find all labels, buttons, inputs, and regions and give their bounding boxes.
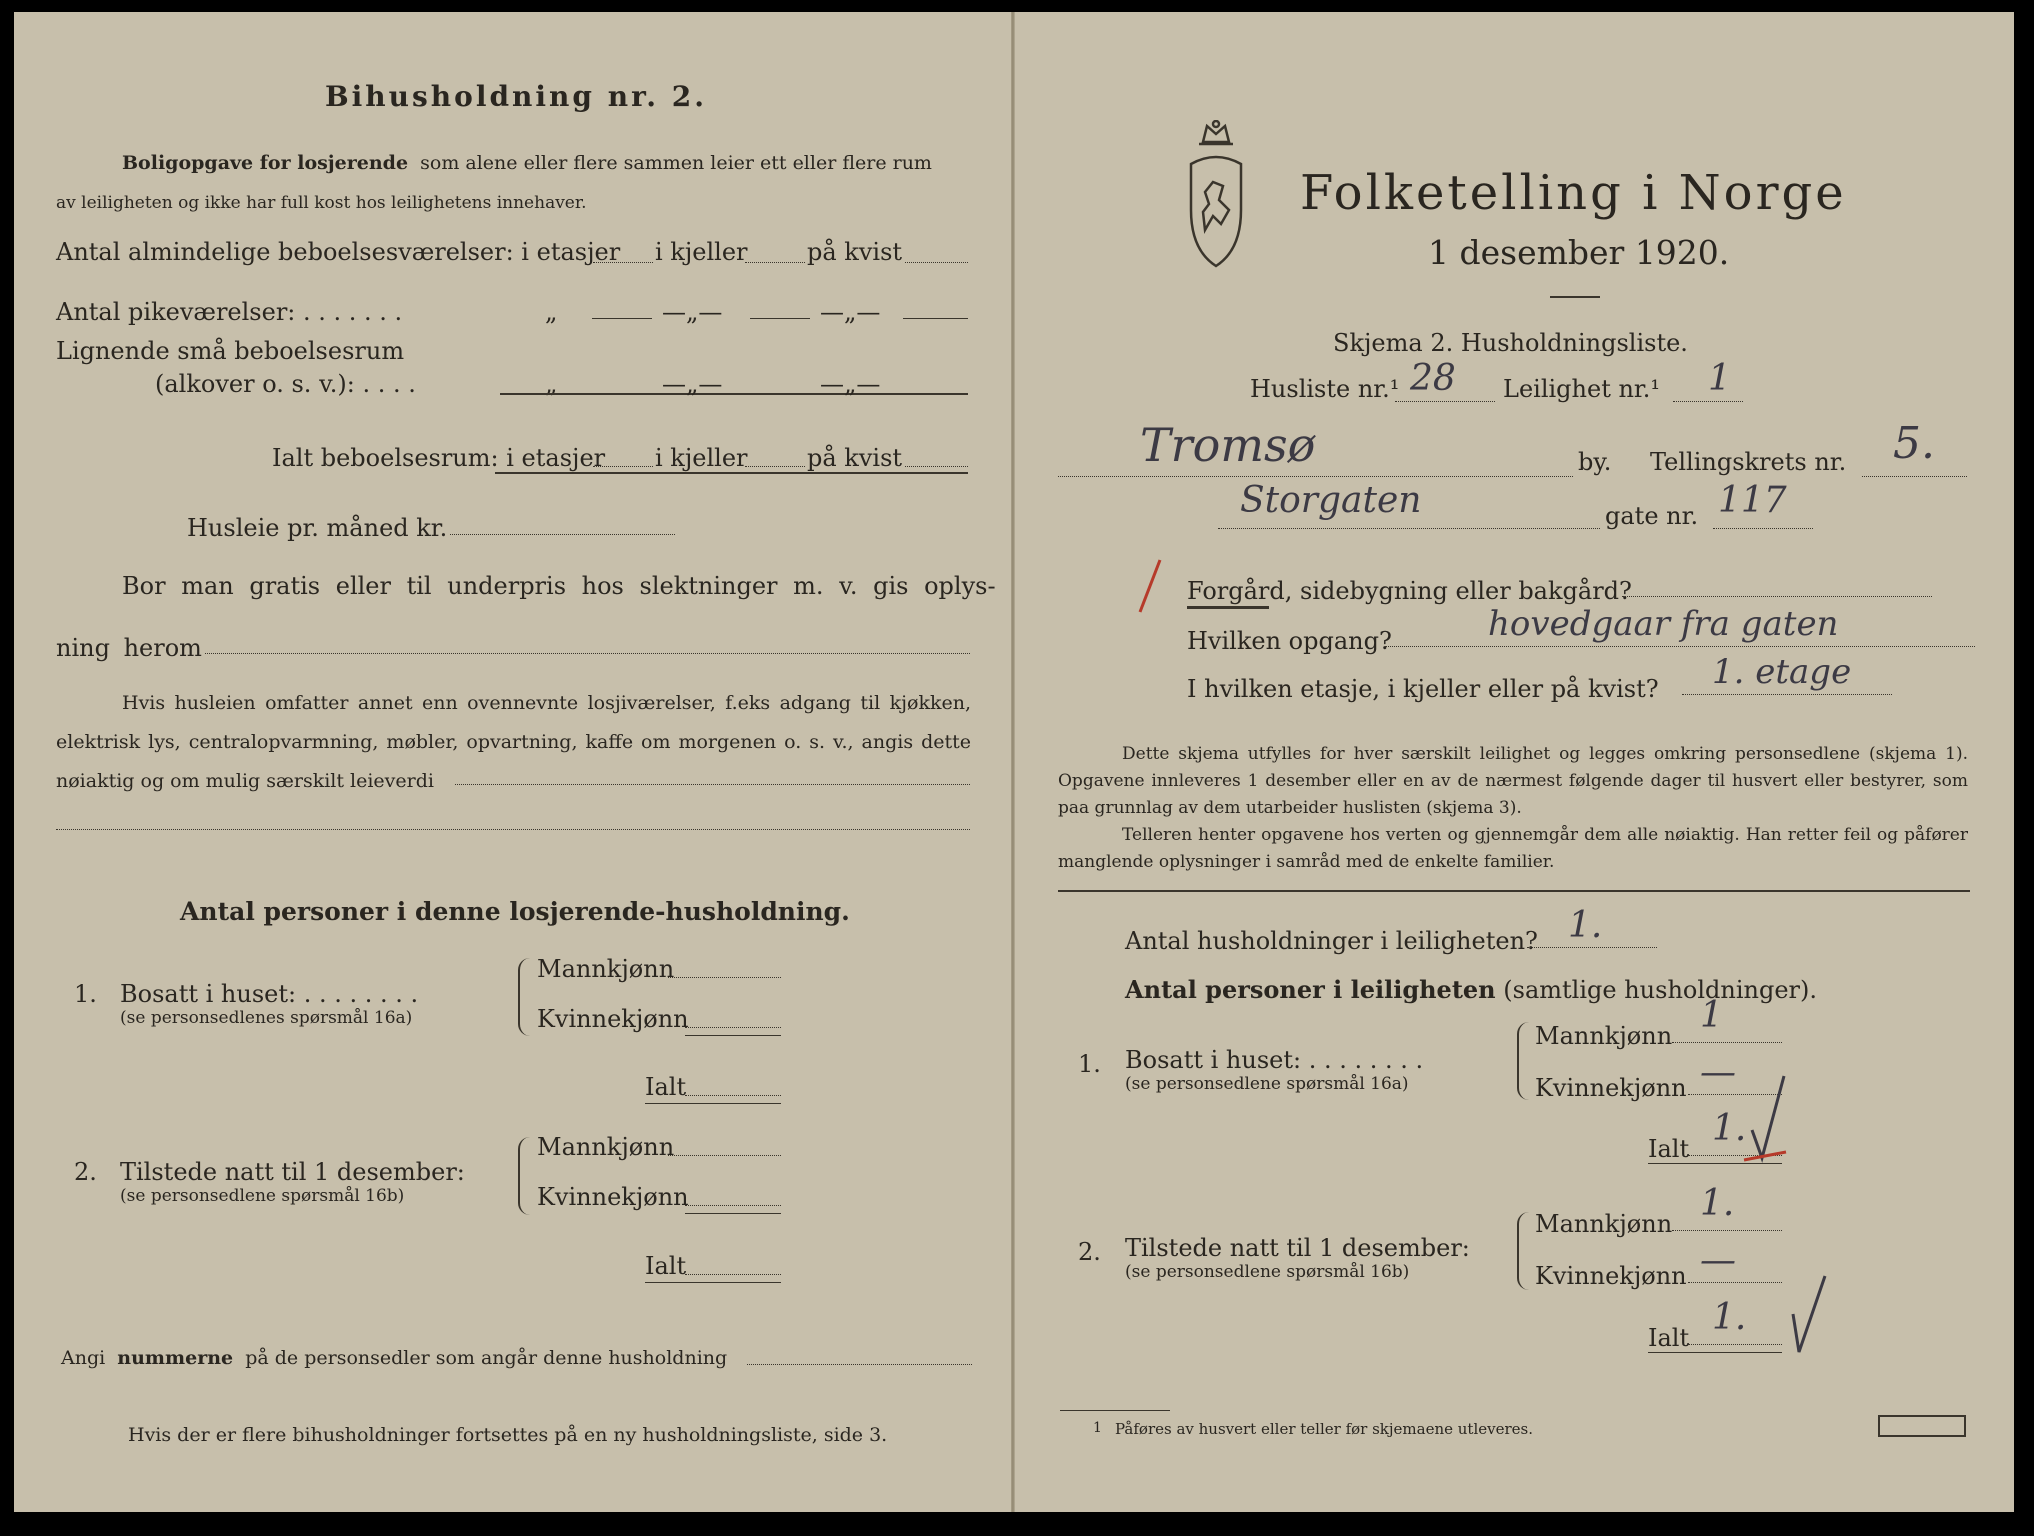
coat-of-arms-icon — [1175, 120, 1257, 270]
rooms-kjeller-label: i kjeller — [655, 238, 748, 266]
right-q1-brace — [1517, 1022, 1529, 1100]
right-q1-num: 1. — [1078, 1050, 1101, 1078]
city-value: Tromsø — [1140, 418, 1316, 472]
left-q2-mann-label: Mannkjønn — [537, 1133, 675, 1161]
angi-line — [61, 1347, 727, 1369]
antal-hush-value: 1. — [1568, 905, 1603, 946]
ialt-rooms-label: Ialt beboelsesrum: i etasjer — [272, 444, 606, 472]
title-divider — [1550, 296, 1600, 298]
leieverdi-field-2[interactable] — [56, 829, 970, 830]
opgang-value: hovedgaar fra gaten — [1488, 604, 1839, 644]
etasje-field[interactable] — [1682, 694, 1892, 695]
bor-field[interactable] — [205, 653, 970, 654]
lignende-underline — [500, 393, 968, 395]
husleie-label: Husleie pr. måned kr. — [187, 514, 448, 542]
intro-bold: Boligopgave for losjerende — [122, 152, 409, 174]
pike-kvist-field[interactable] — [903, 318, 968, 319]
right-q2-num: 2. — [1078, 1238, 1101, 1266]
right-q2-ialt-underline — [1648, 1352, 1782, 1353]
left-q1-ialt-field[interactable] — [685, 1095, 781, 1096]
angi-bold: nummerne — [117, 1347, 234, 1369]
forgaard-field[interactable] — [1622, 596, 1932, 597]
hvis-paragraph: Hvis husleien omfatter annet enn ovennevnte losjiværelser, f.eks adgang til kjøkken, elektrisk lys, centralopvarmning, møbler, opvartning, kaffe om morgenen o. s. v., angis dette nøiaktig og om mulig særskilt leieverdi — [56, 692, 971, 792]
ialt-etasjer-field[interactable] — [593, 466, 653, 467]
right-q2-mann-field[interactable] — [1672, 1230, 1782, 1231]
right-q2-brace — [1517, 1212, 1529, 1290]
tellingskrets-label: Tellingskrets nr. — [1650, 448, 1847, 476]
left-q1-brace — [518, 958, 530, 1036]
left-q2-mann-field[interactable] — [668, 1155, 781, 1156]
angi-text-2: på de personsedler som angår denne husholdning — [245, 1347, 728, 1369]
antal-pers-bold: Antal personer i leiligheten — [1125, 975, 1496, 1004]
husliste-field[interactable] — [1395, 401, 1495, 402]
ialt-kjeller-field[interactable] — [745, 466, 805, 467]
right-q1-ialt-value: 1. — [1712, 1108, 1747, 1149]
left-footer: Hvis der er flere bihusholdninger fortsettes på en ny husholdningsliste, side 3. — [128, 1424, 888, 1446]
left-q2-ialt-label: Ialt — [645, 1252, 687, 1280]
left-q2-kvinne-label: Kvinnekjønn — [537, 1183, 689, 1211]
right-q1-kvinne-label: Kvinnekjønn — [1535, 1074, 1687, 1102]
left-q1-kvinne-field[interactable] — [685, 1027, 781, 1028]
right-q2-mann-label: Mannkjønn — [1535, 1210, 1673, 1238]
gate-field[interactable] — [1713, 528, 1813, 529]
left-q1-label: Bosatt i huset: . . . . . . . . — [120, 980, 419, 1008]
gate-label: gate nr. — [1605, 502, 1699, 530]
right-q1-kvinne-value: — — [1700, 1052, 1736, 1093]
antal-heading-left: Antal personer i denne losjerende-husholdning. — [180, 897, 850, 926]
main-title: Folketelling i Norge — [1300, 165, 1847, 221]
left-q2-brace — [518, 1137, 530, 1215]
left-q2-ialt-field[interactable] — [685, 1274, 781, 1275]
tellingskrets-value: 5. — [1893, 418, 1935, 469]
left-q1-ialt-label: Ialt — [645, 1073, 687, 1101]
right-q1-ialt-label: Ialt — [1648, 1135, 1690, 1163]
footnote-num: 1 — [1093, 1420, 1102, 1436]
skjema-label: Skjema 2. Husholdningsliste. — [1333, 329, 1688, 357]
rooms-etasjer-field[interactable] — [593, 262, 653, 263]
left-q2-label: Tilstede natt til 1 desember: — [120, 1158, 465, 1186]
leilighet-value: 1 — [1708, 358, 1731, 399]
pike-kjeller-field[interactable] — [750, 318, 810, 319]
left-q2-kvinne-field[interactable] — [685, 1205, 781, 1206]
bor-line-1: Bor man gratis eller til underpris hos slektninger m. v. gis oplys- — [122, 572, 996, 600]
antal-hush-field[interactable] — [1527, 947, 1657, 948]
ialt-rooms-underline — [495, 472, 968, 474]
left-q1-num: 1. — [74, 980, 97, 1008]
street-value: Storgaten — [1240, 480, 1422, 521]
forgaard-label: Forgård, sidebygning eller bakgård? — [1187, 577, 1632, 605]
angi-field[interactable] — [747, 1364, 972, 1365]
right-q1-mann-label: Mannkjønn — [1535, 1022, 1673, 1050]
city-field[interactable] — [1058, 476, 1573, 477]
husleie-field[interactable] — [450, 534, 675, 535]
angi-text-1: Angi — [61, 1347, 106, 1369]
street-field[interactable] — [1218, 528, 1600, 529]
forgaard-mark — [1187, 606, 1269, 609]
leieverdi-field[interactable] — [455, 784, 970, 785]
intro-rest: som alene eller flere sammen leier ett eller flere rum — [420, 152, 932, 174]
etasje-value: 1. etage — [1712, 652, 1852, 692]
etasje-label: I hvilken etasje, i kjeller eller på kvist? — [1187, 675, 1659, 703]
right-q2-kvinne-field[interactable] — [1688, 1282, 1782, 1283]
ialt-kvist-field[interactable] — [905, 466, 968, 467]
bor-line-2: ning herom — [56, 634, 202, 662]
rooms-kjeller-field[interactable] — [745, 262, 805, 263]
red-check-mark — [1130, 556, 1170, 616]
gate-value: 117 — [1718, 480, 1787, 521]
husliste-value: 28 — [1410, 358, 1456, 399]
right-q1-label: Bosatt i huset: . . . . . . . . — [1125, 1046, 1424, 1074]
intro-line-1 — [122, 152, 932, 174]
left-q2-sub: (se personsedlene spørsmål 16b) — [120, 1186, 405, 1206]
lignende-ditto-2: —„— — [662, 370, 723, 398]
lignende-ditto-1: „ — [545, 370, 558, 398]
lignende-label-1: Lignende små beboelsesrum — [56, 337, 405, 365]
rooms-kvist-field[interactable] — [905, 262, 968, 263]
left-q1-kvinne-label: Kvinnekjønn — [537, 1005, 689, 1033]
antal-pers-rest: (samtlige husholdninger). — [1503, 976, 1818, 1004]
right-q2-ialt-value: 1. — [1712, 1297, 1747, 1338]
left-q2-kvinne-underline — [685, 1213, 781, 1214]
pike-etasjer-field[interactable] — [592, 318, 652, 319]
left-q1-sub: (se personsedlenes spørsmål 16a) — [120, 1008, 413, 1028]
antal-hush-label: Antal husholdninger i leiligheten? — [1125, 927, 1538, 955]
lignende-ditto-3: —„— — [820, 370, 881, 398]
leilighet-field[interactable] — [1673, 401, 1743, 402]
footnote-divider — [1060, 1410, 1170, 1411]
right-q2-sub: (se personsedlene spørsmål 16b) — [1125, 1262, 1410, 1282]
right-q2-ialt-field[interactable] — [1688, 1344, 1782, 1345]
tellingskrets-field[interactable] — [1862, 476, 1967, 477]
rooms-kvist-label: på kvist — [807, 238, 903, 266]
pike-ditto-1: „ — [545, 298, 558, 326]
rooms-label: Antal almindelige beboelsesværelser: i etasjer — [56, 238, 621, 266]
telleren-paragraph: Telleren henter opgavene hos verten og gjennemgår dem alle nøiaktig. Han retter feil og påfører manglende oplysninger i samråd med de enkelte familier. — [1058, 825, 1968, 872]
printer-stamp — [1878, 1415, 1966, 1437]
right-q2-ialt-label: Ialt — [1648, 1324, 1690, 1352]
page-fold — [1011, 12, 1015, 1512]
pike-ditto-3: —„— — [820, 298, 881, 326]
left-q1-mann-label: Mannkjønn — [537, 955, 675, 983]
census-date: 1 desember 1920. — [1428, 233, 1730, 272]
left-q2-num: 2. — [74, 1158, 97, 1186]
right-q1-mann-field[interactable] — [1672, 1042, 1782, 1043]
husliste-label: Husliste nr.¹ — [1250, 375, 1400, 403]
left-q1-mann-field[interactable] — [668, 977, 781, 978]
tick-q2 — [1785, 1270, 1835, 1360]
left-q1-kvinne-underline — [685, 1035, 781, 1036]
right-q1-mann-value: 1 — [1700, 995, 1723, 1036]
ialt-kjeller-label: i kjeller — [655, 444, 748, 472]
opgang-label: Hvilken opgang? — [1187, 627, 1392, 655]
right-q1-sub: (se personsedlene spørsmål 16a) — [1125, 1074, 1409, 1094]
left-title: Bihusholdning nr. 2. — [325, 80, 707, 113]
right-q2-label: Tilstede natt til 1 desember: — [1125, 1234, 1470, 1262]
by-label: by. — [1578, 448, 1612, 476]
right-q2-kvinne-value: — — [1700, 1240, 1736, 1281]
left-q1-ialt-underline — [645, 1103, 781, 1104]
opgang-field[interactable] — [1385, 646, 1975, 647]
lignende-label-2: (alkover o. s. v.): . . . . — [155, 370, 416, 398]
leilighet-label: Leilighet nr.¹ — [1503, 375, 1661, 403]
pike-label: Antal pikeværelser: . . . . . . . — [56, 298, 403, 326]
dette-paragraph: Dette skjema utfylles for hver særskilt leilighet og legges omkring personsedlene (skjema 1). Opgavene innleveres 1 desember eller en av de nærmest følgende dager til husvert eller bestyrer, som paa grunnlag av dem utarbeider huslisten (skjema 3). — [1058, 744, 1968, 818]
right-q2-kvinne-label: Kvinnekjønn — [1535, 1262, 1687, 1290]
red-tick-q1 — [1740, 1070, 1800, 1165]
left-q2-ialt-underline — [645, 1282, 781, 1283]
intro-line-2: av leiligheten og ikke har full kost hos leilighetens innehaver. — [56, 193, 587, 213]
pike-ditto-2: —„— — [662, 298, 723, 326]
footnote-text: Påføres av husvert eller teller før skjemaene utleveres. — [1115, 1420, 1533, 1438]
right-q2-mann-value: 1. — [1700, 1183, 1735, 1224]
ialt-kvist-label: på kvist — [807, 444, 903, 472]
section-divider — [1058, 890, 1970, 892]
